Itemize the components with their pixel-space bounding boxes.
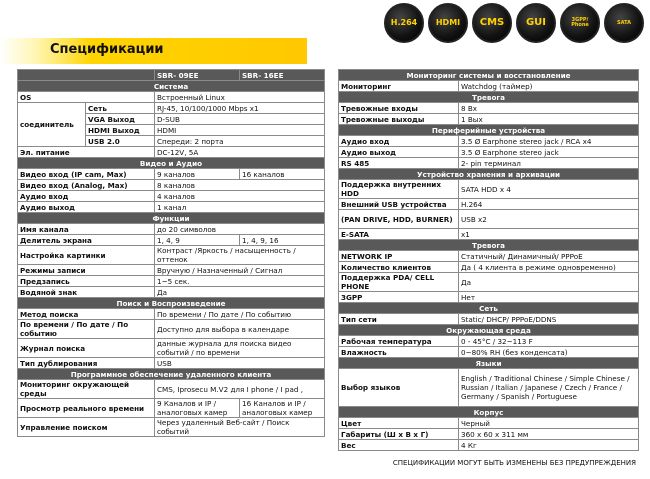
table-row: Аудио вход 3.5 Ø Earphone stereo jack / RCA x4 bbox=[339, 136, 639, 147]
section-header: Тревога bbox=[339, 240, 639, 251]
table-row: Цвет Черный bbox=[339, 418, 639, 429]
table-row: Управление поиском Через удаленный Веб-сайт / Поиск событий bbox=[18, 418, 325, 437]
section-header: Устройство хранения и архивации bbox=[339, 169, 639, 180]
table-row: Количество клиентов Да ( 4 клиента в режиме одновременно) bbox=[339, 262, 639, 273]
table-row: Тревожные входы 8 Вх bbox=[339, 103, 639, 114]
section-header: Периферийные устройства bbox=[339, 125, 639, 136]
hdmi-badge-icon: HDMI bbox=[428, 3, 468, 43]
table-row: Метод поиска По времени / По дате / По событию bbox=[18, 309, 325, 320]
table-row: Просмотр реального времени 9 Каналов и IP / аналоговых камер 16 Каналов и IP / аналоговых камер bbox=[18, 399, 325, 418]
section-header: Корпус bbox=[339, 407, 639, 418]
section-header: Программное обеспечение удаленного клиента bbox=[18, 369, 325, 380]
table-row: (PAN DRIVE, HDD, BURNER) USB x2 bbox=[339, 210, 639, 229]
table-row: соединитель Сеть RJ-45, 10/100/1000 Mbps x1 bbox=[18, 103, 325, 114]
footnote: СПЕЦИФИКАЦИИ МОГУТ БЫТЬ ИЗМЕНЕНЫ БЕЗ ПРЕДУПРЕЖДЕНИЯ bbox=[392, 459, 636, 467]
table-row: Аудио выход 1 канал bbox=[18, 202, 325, 213]
gui-badge-icon: GUI bbox=[516, 3, 556, 43]
table-row: Настройка картинки Контраст /Яркость / насыщенность / оттенок bbox=[18, 246, 325, 265]
cms-badge-icon: CMS bbox=[472, 3, 512, 43]
table-row: Водяной знак Да bbox=[18, 287, 325, 298]
table-row: NETWORK IP Статичный/ Динамичный/ PPPoE bbox=[339, 251, 639, 262]
model-header-row bbox=[18, 70, 325, 81]
table-row: Поддержка PDA/ CELL PHONE Да bbox=[339, 273, 639, 292]
table-row: Мониторинг окружающей среды CMS, Iprosecu M.V2 для I phone / I pad , bbox=[18, 380, 325, 399]
table-row: Выбор языков English / Traditional Chinese / Simple Chinese / Russian / Italian / Japanese / Czech / France / Germany / Spanish / Portuguese bbox=[339, 369, 639, 407]
table-row: Поддержка внутренних HDD SATA HDD x 4 bbox=[339, 180, 639, 199]
feature-badges bbox=[384, 3, 644, 43]
model-16ee: SBR- 16EE bbox=[240, 70, 325, 81]
table-row: Имя канала до 20 символов bbox=[18, 224, 325, 235]
table-row: Рабочая температура 0 - 45°C / 32~113 F bbox=[339, 336, 639, 347]
table-row: 3GPP Нет bbox=[339, 292, 639, 303]
table-row: Мониторинг Watchdog (таймер) bbox=[339, 81, 639, 92]
title-bar bbox=[0, 38, 307, 64]
table-row: Видео вход (Analog, Max) 8 каналов bbox=[18, 180, 325, 191]
table-row: Предзапись 1~5 сек. bbox=[18, 276, 325, 287]
section-header: Сеть bbox=[339, 303, 639, 314]
table-row: Тип дублирования USB bbox=[18, 358, 325, 369]
table-row: Аудио вход 4 каналов bbox=[18, 191, 325, 202]
section-header: Система bbox=[18, 81, 325, 92]
section-header: Языки bbox=[339, 358, 639, 369]
table-row: Делитель экрана 1, 4, 9 1, 4, 9, 16 bbox=[18, 235, 325, 246]
table-row: USB 2.0 Спереди: 2 порта bbox=[18, 136, 325, 147]
table-row: Тревожные выходы 1 Вых bbox=[339, 114, 639, 125]
table-row: Эл. питание DC-12V, 5A bbox=[18, 147, 325, 158]
table-row: OS Встроенный Linux bbox=[18, 92, 325, 103]
table-row: Режимы записи Вручную / Назначенный / Сигнал bbox=[18, 265, 325, 276]
page-title: Спецификации bbox=[50, 42, 164, 57]
phone-badge-icon: 3GPP/ Phone bbox=[560, 3, 600, 43]
section-header: Функции bbox=[18, 213, 325, 224]
table-row: Аудио выход 3.5 Ø Earphone stereo jack bbox=[339, 147, 639, 158]
table-row: Внешний USB устройства H.264 bbox=[339, 199, 639, 210]
table-row: По времени / По дате / По событию Доступно для выбора в календаре bbox=[18, 320, 325, 339]
table-row: Габариты (Ш x В x Г) 360 x 60 x 311 мм bbox=[339, 429, 639, 440]
table-row: E-SATA x1 bbox=[339, 229, 639, 240]
section-header: Видео и Аудио bbox=[18, 158, 325, 169]
spec-table-right bbox=[338, 69, 639, 451]
spec-table-left bbox=[17, 69, 325, 437]
table-row: HDMI Выход HDMI bbox=[18, 125, 325, 136]
section-header: Мониторинг системы и восстановление bbox=[339, 70, 639, 81]
model-09ee: SBR- 09EE bbox=[155, 70, 240, 81]
section-header: Поиск и Воспроизведение bbox=[18, 298, 325, 309]
table-row: Влажность 0~80% RH (без конденсата) bbox=[339, 347, 639, 358]
table-row: Вес 4 Кг bbox=[339, 440, 639, 451]
table-row: Тип сети Static/ DHCP/ PPPoE/DDNS bbox=[339, 314, 639, 325]
sata-badge-icon: SATA bbox=[604, 3, 644, 43]
section-header: Тревога bbox=[339, 92, 639, 103]
table-row: RS 485 2- pin терминал bbox=[339, 158, 639, 169]
table-row: Журнал поиска данные журнала для поиска видео событий / по времени bbox=[18, 339, 325, 358]
section-header: Окружающая среда bbox=[339, 325, 639, 336]
table-row: VGA Выход D-SUB bbox=[18, 114, 325, 125]
table-row: Видео вход (IP cam, Max) 9 каналов 16 каналов bbox=[18, 169, 325, 180]
h264-badge-icon: H.264 bbox=[384, 3, 424, 43]
